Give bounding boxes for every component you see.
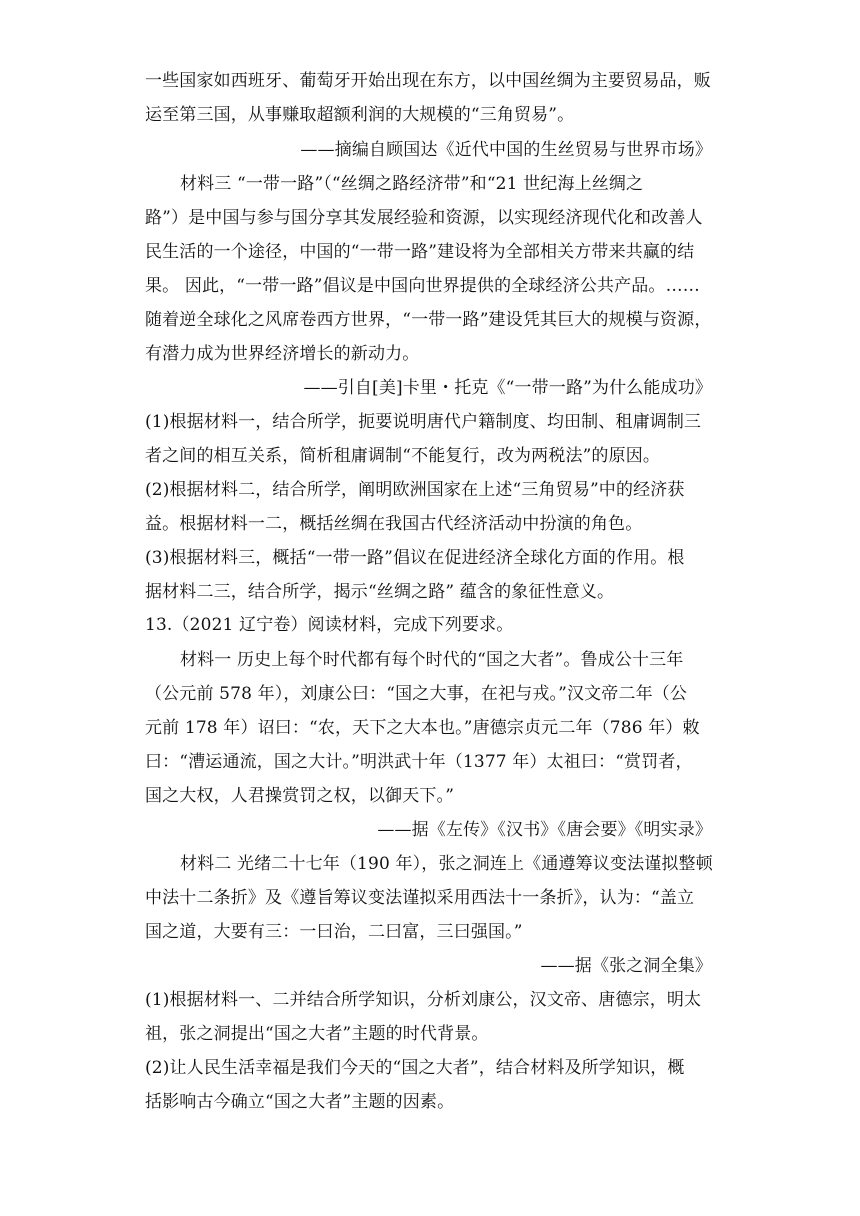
- text-line: 材料二 光绪二十七年（190 年），张之洞连上《通遵筹议变法谨拟整顿: [180, 854, 713, 874]
- text-line: 一些国家如西班牙、葡萄牙开始出现在东方，以中国丝绸为主要贸易品，贩: [145, 71, 711, 91]
- source-citation: ——摘编自顾国达《近代中国的生丝贸易与世界市场》: [300, 140, 712, 160]
- text-line: 随着逆全球化之风席卷西方世界，“一带一路”建设凭其巨大的规模与资源，: [145, 310, 712, 330]
- question-line: 据材料二三，结合所学，揭示“丝绸之路” 蕴含的象征性意义。: [145, 582, 615, 602]
- question-line: (1)根据材料一，结合所学，扼要说明唐代户籍制度、均田制、租庸调制三: [145, 412, 702, 432]
- text-line: 路”）是中国与参与国分享其发展经验和资源，以实现经济现代化和改善人: [145, 208, 703, 228]
- text-line: 材料一 历史上每个时代都有每个时代的“国之大者”。鲁成公十三年: [180, 650, 684, 670]
- source-citation: ——引自[美]卡里・托克《“一带一路”为什么能成功》: [303, 378, 712, 398]
- text-line: 国之大权，人君操赏罚之权，以御天下。”: [145, 786, 455, 806]
- question-line: 者之间的相互关系，简析租庸调制“不能复行，改为两税法”的原因。: [145, 446, 661, 466]
- question-line: 祖，张之洞提出“国之大者”主题的时代背景。: [145, 1024, 489, 1044]
- text-line: 曰：“漕运通流，国之大计。”明洪武十年（1377 年）太祖曰：“赏罚者，: [145, 752, 693, 772]
- text-line: 材料三 “一带一路”（“丝绸之路经济带”和“21 世纪海上丝绸之: [180, 174, 644, 194]
- text-line: 中法十二条折》及《遵旨筹议变法谨拟采用西法十一条折》，认为：“盖立: [145, 888, 695, 908]
- question-heading: 13.（2021 辽宁卷）阅读材料，完成下列要求。: [145, 615, 514, 635]
- text-line: 有潜力成为世界经济增长的新动力。: [145, 344, 420, 364]
- question-line: (3)根据材料三，概括“一带一路”倡议在促进经济全球化方面的作用。根: [145, 548, 685, 568]
- question-line: (2)根据材料二，结合所学，阐明欧洲国家在上述“三角贸易”中的经济获: [145, 480, 685, 500]
- text-line: （公元前 578 年），刘康公曰：“国之大事，在祀与戎。”汉文帝二年（公: [145, 684, 688, 704]
- text-line: 运至第三国，从事赚取超额利润的大规模的“三角贸易”。: [145, 105, 575, 125]
- text-line: 果。 因此，“一带一路”倡议是中国向世界提供的全球经济公共产品。……: [145, 276, 700, 296]
- question-line: 益。根据材料一二，概括丝绸在我国古代经济活动中扮演的角色。: [145, 514, 643, 534]
- source-citation: ——据《左传》《汉书》《唐会要》《明实录》: [377, 820, 712, 840]
- question-line: (1)根据材料一、二并结合所学知识，分析刘康公，汉文帝、唐德宗，明太: [145, 990, 702, 1010]
- source-citation: ——据《张之洞全集》: [540, 956, 712, 976]
- text-line: 元前 178 年）诏曰：“农，天下之大本也。”唐德宗贞元二年（786 年）敕: [145, 718, 700, 738]
- text-line: 民生活的一个途径，中国的“一带一路”建设将为全部相关方带来共赢的结: [145, 242, 695, 262]
- question-line: 括影响古今确立“国之大者”主题的因素。: [145, 1092, 455, 1112]
- question-line: (2)让人民生活幸福是我们今天的“国之大者”，结合材料及所学知识，概: [145, 1058, 685, 1078]
- text-line: 国之道，大要有三：一曰治，二曰富，三曰强国。”: [145, 922, 523, 942]
